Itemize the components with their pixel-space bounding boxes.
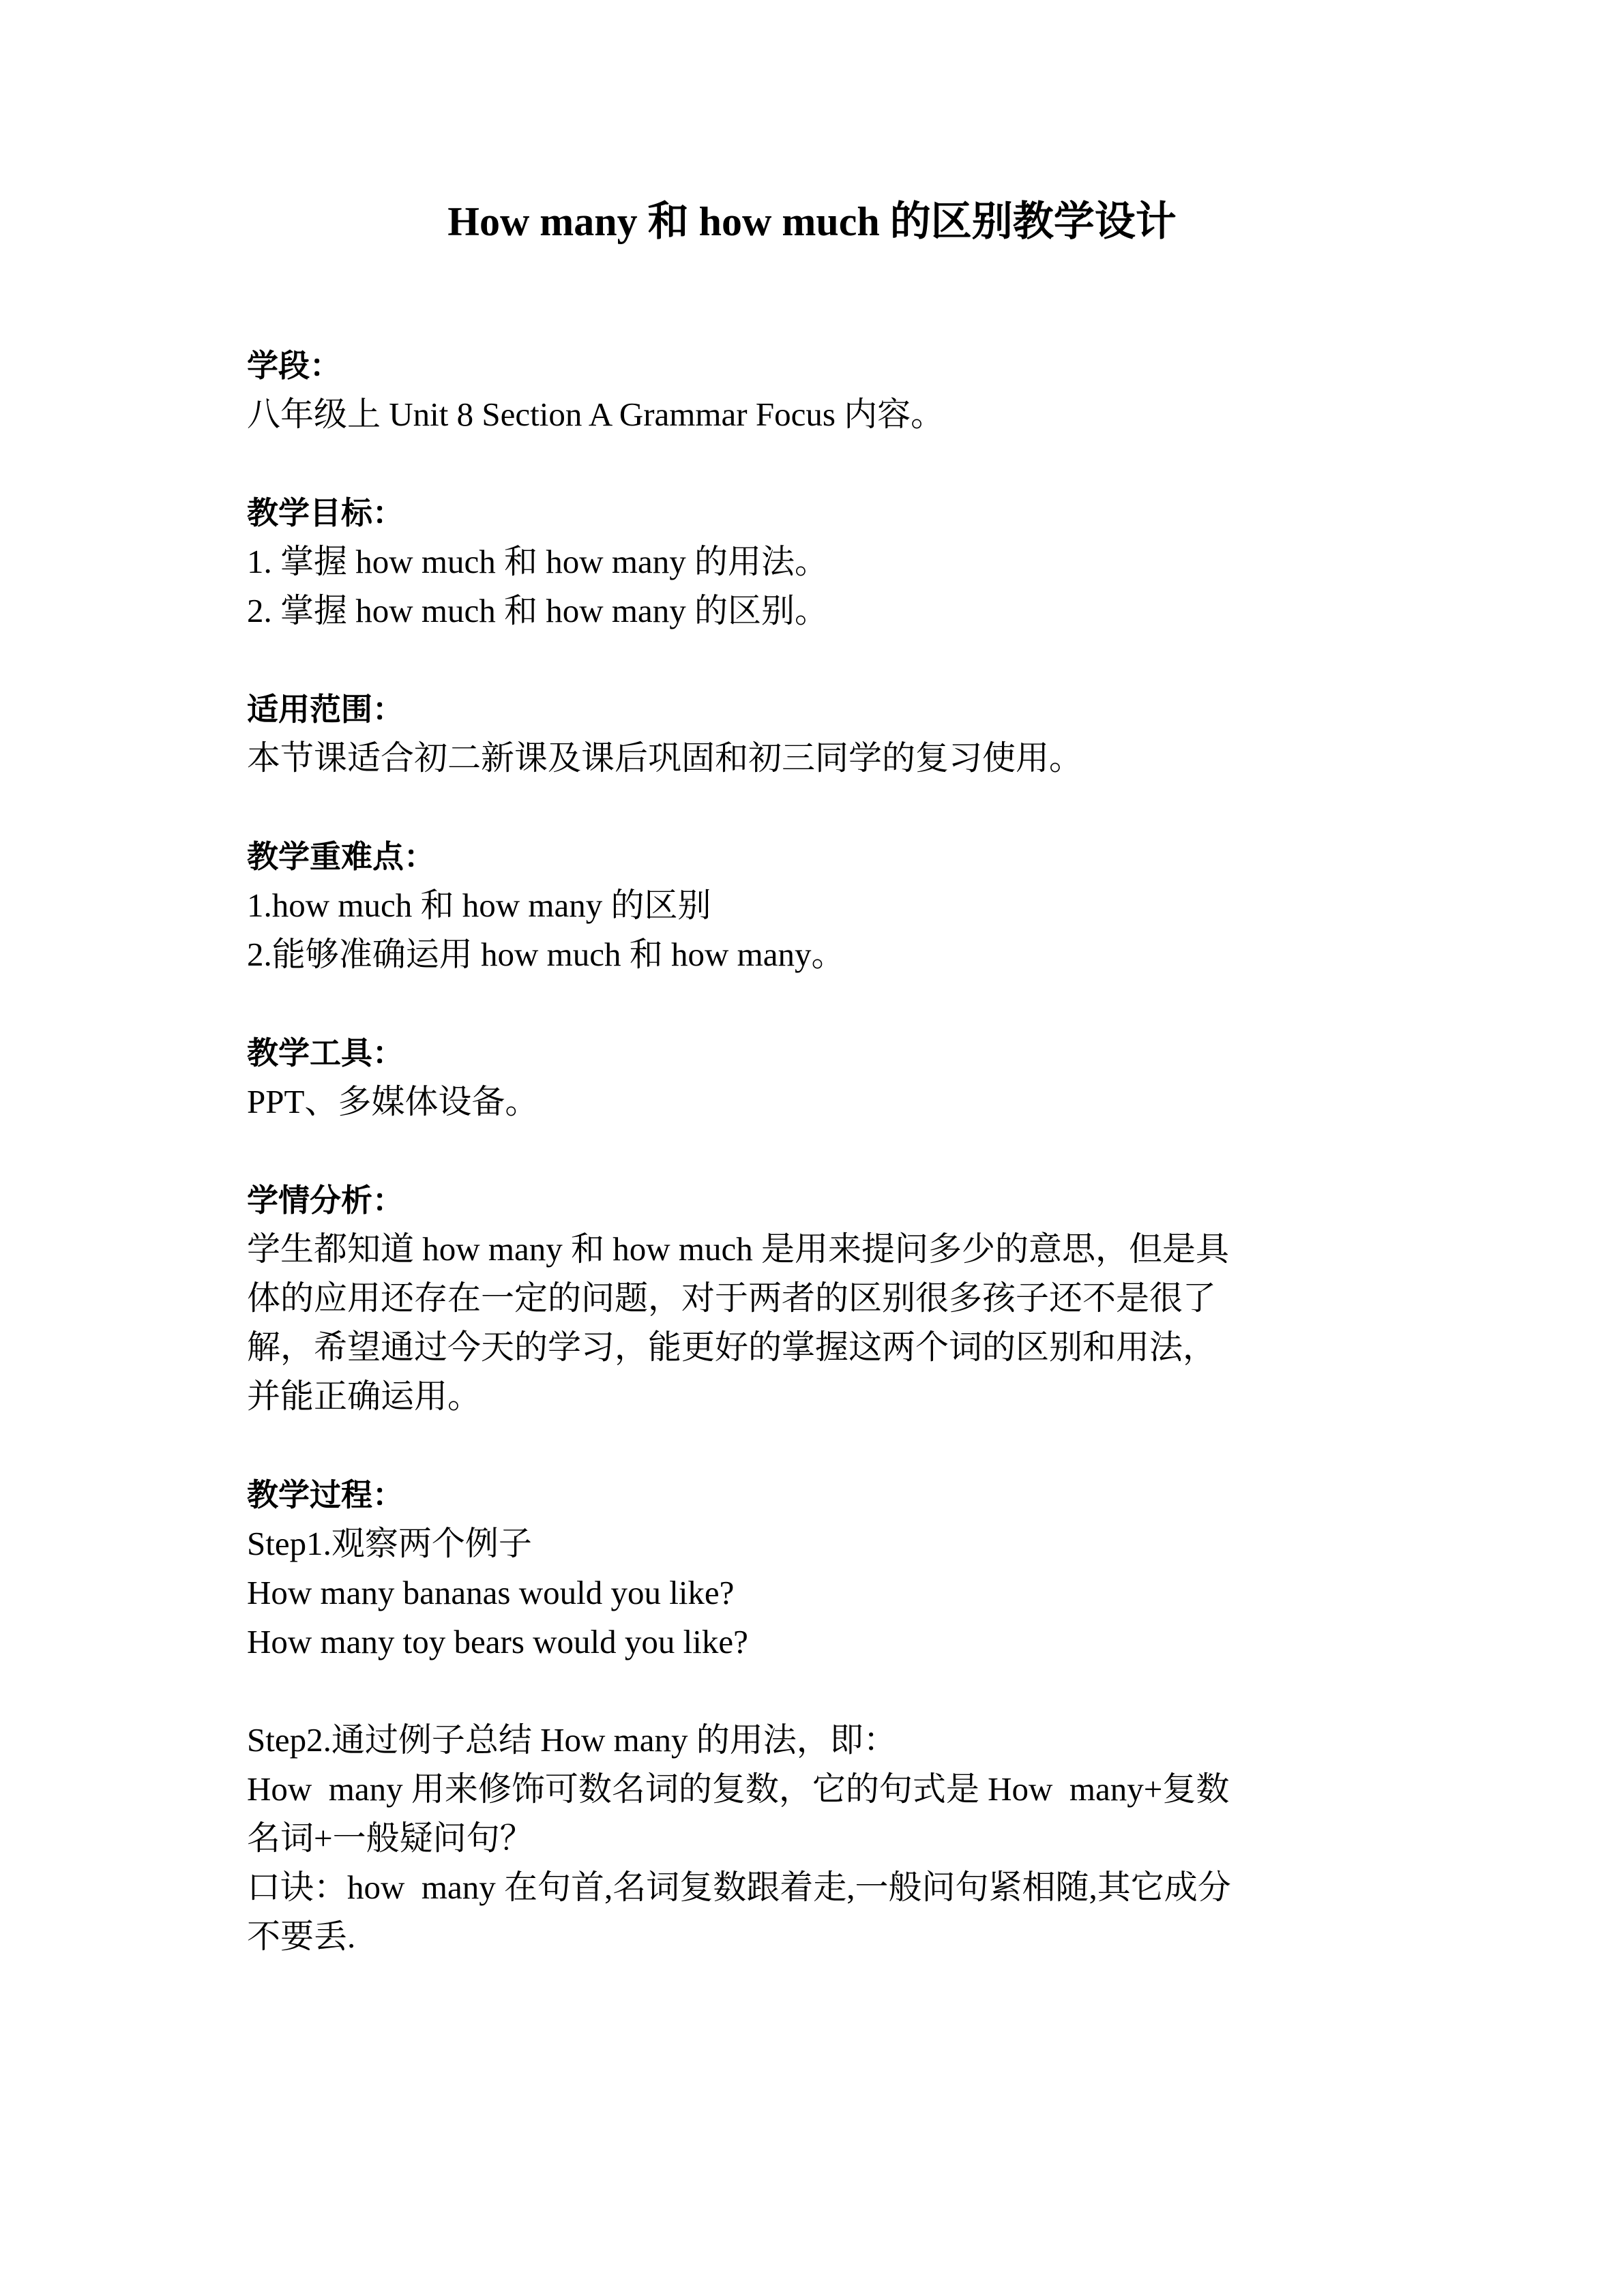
document-body bbox=[247, 341, 1393, 2010]
paragraph-line: How many 用来修饰可数名词的复数，它的句式是 How many+复数 bbox=[247, 1770, 1230, 1808]
list-item: 1.how much 和 how many 的区别 bbox=[247, 886, 711, 924]
section-process-step2 bbox=[247, 1716, 1393, 1961]
step-line: Step1.观察两个例子 bbox=[247, 1525, 532, 1562]
section-heading: 适用范围： bbox=[247, 691, 404, 728]
section-analysis bbox=[247, 1176, 1393, 1421]
list-item: 2. 掌握 how much 和 how many 的区别。 bbox=[247, 592, 828, 629]
paragraph-line: 学生都知道 how many 和 how much 是用来提问多少的意思，但是具 bbox=[247, 1230, 1229, 1268]
list-item: 1. 掌握 how much 和 how many 的用法。 bbox=[247, 543, 828, 580]
section-scope bbox=[247, 685, 1393, 783]
section-heading: 学情分析： bbox=[247, 1182, 404, 1219]
paragraph-line: 体的应用还存在一定的问题，对于两者的区别很多孩子还不是很了 bbox=[247, 1279, 1217, 1317]
section-objectives bbox=[247, 488, 1393, 636]
section-key-points bbox=[247, 832, 1393, 979]
document-title: How many 和 how much 的区别教学设计 bbox=[447, 199, 1177, 244]
section-heading: 教学过程： bbox=[247, 1476, 404, 1513]
section-tools bbox=[247, 1028, 1393, 1127]
section-heading: 教学工具： bbox=[247, 1034, 404, 1071]
section-stage bbox=[247, 341, 1393, 439]
example-sentence: How many bananas would you like? bbox=[247, 1574, 735, 1611]
paragraph-line: 八年级上 Unit 8 Section A Grammar Focus 内容。 bbox=[247, 396, 945, 433]
example-sentence: How many toy bears would you like? bbox=[247, 1623, 748, 1660]
paragraph-line: 解，希望通过今天的学习，能更好的掌握这两个词的区别和用法， bbox=[247, 1328, 1217, 1366]
paragraph-line: 口诀：how many 在句首,名词复数跟着走,一般问句紧相随,其它成分 bbox=[247, 1868, 1231, 1906]
paragraph-line: PPT、多媒体设备。 bbox=[247, 1083, 539, 1120]
paragraph-line: 名词+一般疑问句？ bbox=[247, 1819, 533, 1857]
section-process bbox=[247, 1470, 1393, 1667]
paragraph-line: 并能正确运用。 bbox=[247, 1377, 482, 1415]
section-heading: 教学重难点： bbox=[247, 838, 435, 875]
paragraph-line: 不要丢. bbox=[247, 1918, 356, 1955]
paragraph-line: 本节课适合初二新课及课后巩固和初三同学的复习使用。 bbox=[247, 739, 1083, 777]
section-heading: 学段： bbox=[247, 347, 341, 384]
section-heading: 教学目标： bbox=[247, 494, 404, 531]
list-item: 2.能够准确运用 how much 和 how many。 bbox=[247, 936, 845, 973]
step-line: Step2.通过例子总结 How many 的用法，即： bbox=[247, 1721, 897, 1759]
